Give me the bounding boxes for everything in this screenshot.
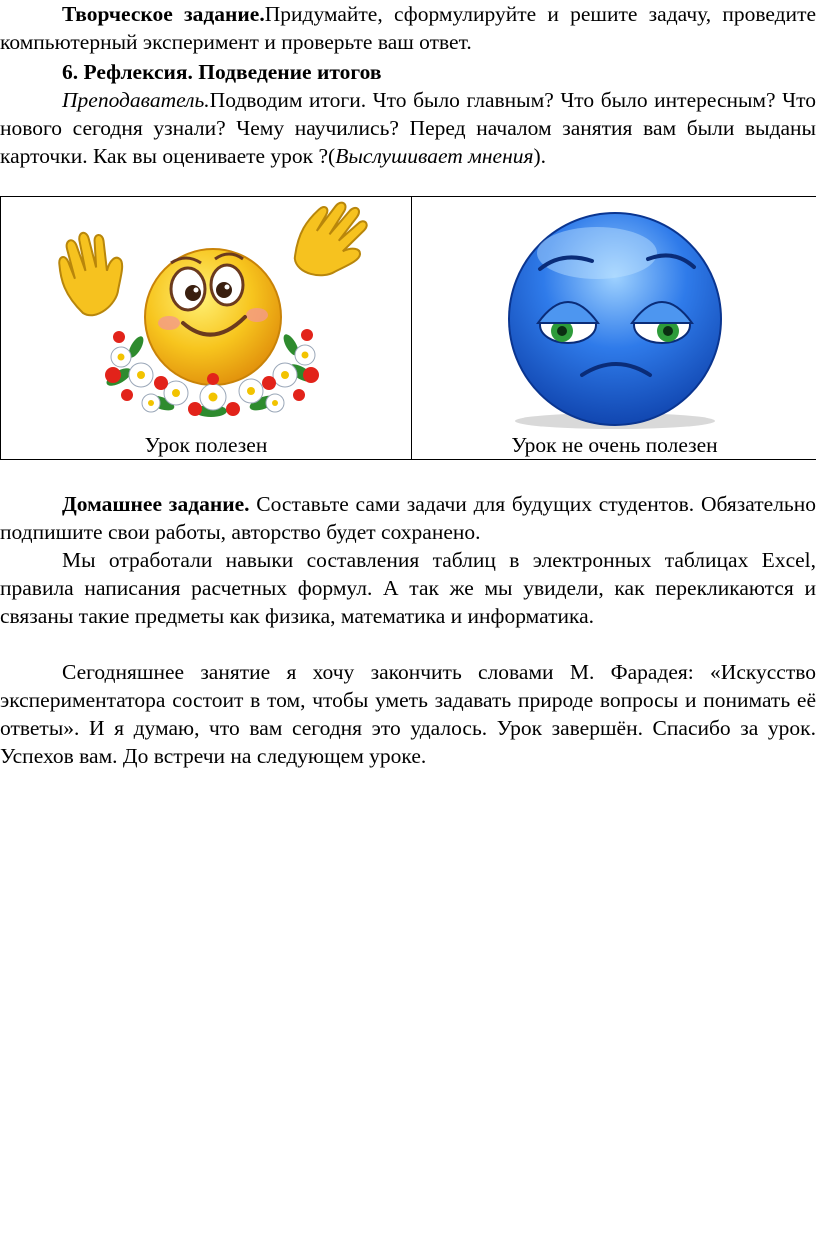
card-useful	[1, 197, 412, 460]
card-not-useful	[412, 197, 816, 460]
creative-task-text: Придумайте, сформулируйте и решите задачу, проведите компьютерный эксперимент и проверьте ваш ответ.	[0, 2, 816, 54]
card-useful-caption: Урок полезен	[144, 433, 268, 457]
sad-smiley-icon	[412, 197, 816, 433]
teacher-paragraph	[0, 86, 816, 170]
teacher-role: Преподаватель.	[62, 88, 210, 112]
teacher-note: Выслушивает мнения	[335, 144, 534, 168]
reflection-heading: 6. Рефлексия. Подведение итогов	[62, 60, 382, 84]
homework-text: Составьте сами задачи для будущих студентов. Обязательно подпишите свои работы, авторство будет сохранено.	[0, 492, 816, 544]
creative-task-label: Творческое задание.	[62, 2, 265, 26]
teacher-close: ).	[533, 144, 547, 168]
happy-smiley-icon	[1, 197, 411, 433]
homework-paragraph	[0, 490, 816, 546]
summary-paragraph: Мы отработали навыки составления таблиц в электронных таблицах Excel, правила написания расчетных формул. А так же мы увидели, как перекликаются и связаны такие предметы как физика, математика и информатика.	[0, 548, 816, 628]
closing-paragraph: Сегодняшнее занятие я хочу закончить словами М. Фарадея: «Искусство экспериментатора состоит в том, чтобы уметь задавать природе вопросы и понимать её ответы». И я думаю, что вам сегодня это удалось. Урок завершён. Спасибо за урок. Успехов вам. До встречи на следующем уроке.	[0, 660, 816, 768]
card-not-useful-caption: Урок не очень полезен	[511, 433, 718, 457]
creative-task-paragraph	[0, 0, 816, 56]
teacher-text: Подводим итоги. Что было главным? Что было интересным? Что нового сегодня узнали? Чему научились? Перед началом занятия вам были выданы карточки. Как вы оцениваете урок ?(	[0, 88, 816, 168]
evaluation-cards-table	[0, 196, 816, 460]
homework-label: Домашнее задание.	[62, 492, 250, 516]
